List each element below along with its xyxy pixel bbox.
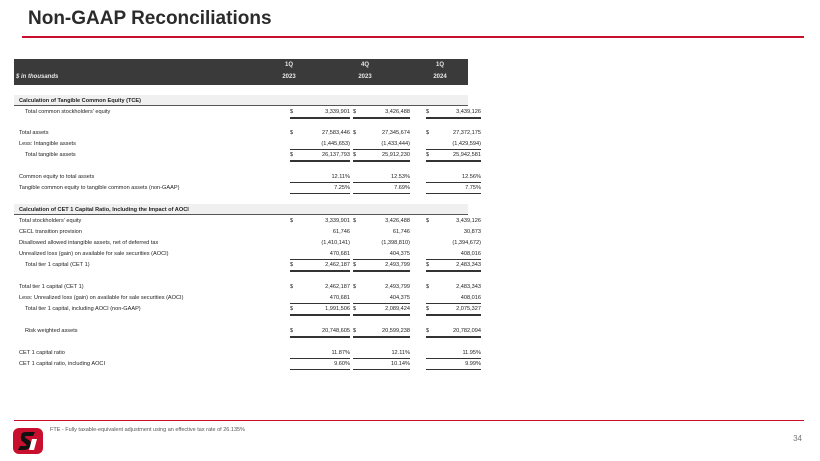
- value-cell: 7.25%: [290, 183, 350, 194]
- table-row: [14, 282, 481, 292]
- value-cell: $ 27,345,674: [353, 130, 410, 136]
- row-label: Risk weighted assets: [25, 328, 78, 334]
- value-cell: 7.69%: [353, 183, 410, 194]
- table-row: [14, 238, 481, 248]
- value-cell: $ 2,493,799: [353, 260, 410, 272]
- table-row: [14, 260, 481, 270]
- value-cell: $ 27,372,175: [426, 130, 481, 136]
- value-cell: 9.60%: [290, 359, 350, 370]
- table-row: [14, 216, 481, 226]
- value-cell: 470,681: [290, 293, 350, 304]
- row-label: Unrealized loss (gain) on available for sale securities (AOCI): [19, 251, 169, 257]
- column-quarter-3: 1Q: [435, 62, 444, 68]
- value-cell: $ 20,748,605: [290, 326, 350, 338]
- row-label: CET 1 capital ratio, including AOCI: [19, 361, 106, 367]
- row-label: CET 1 capital ratio: [19, 350, 65, 356]
- section-divider: [14, 214, 468, 215]
- value-cell: 11.95%: [426, 348, 481, 359]
- value-cell: 408,016: [426, 293, 481, 304]
- value-cell: 404,375: [353, 293, 410, 304]
- table-row: [14, 348, 481, 358]
- company-logo-icon: [13, 428, 43, 454]
- value-cell: 11.87%: [290, 348, 350, 359]
- value-cell: (1,394,672): [452, 240, 481, 246]
- value-cell: 61,746: [392, 229, 410, 235]
- row-label: Total common stockholders' equity: [25, 109, 111, 115]
- value-cell: $ 3,426,488: [353, 107, 410, 119]
- row-label: Total tangible assets: [25, 152, 76, 158]
- footnote: FTE - Fully taxable-equivalent adjustment using an effective tax rate of 26.135%: [50, 427, 245, 433]
- page-number: 34: [793, 434, 802, 443]
- value-cell: $ 20,782,094: [426, 326, 481, 338]
- table-row: [14, 150, 481, 160]
- value-cell: $ 2,483,343: [426, 284, 481, 290]
- value-cell: 12.53%: [353, 172, 410, 183]
- value-cell: $ 2,462,187: [290, 260, 350, 272]
- value-cell: $ 25,912,230: [353, 150, 410, 162]
- value-cell: $ 3,439,126: [426, 107, 481, 119]
- title-divider: [22, 36, 804, 38]
- value-cell: 12.11%: [353, 348, 410, 359]
- section-divider: [14, 105, 468, 106]
- units-label: $ in thousands: [16, 74, 59, 80]
- column-year-2: 2023: [358, 74, 372, 80]
- table-row: [14, 107, 481, 117]
- row-label: Total assets: [19, 130, 49, 136]
- value-cell: (1,429,594): [426, 139, 481, 150]
- table-row: [14, 293, 481, 303]
- value-cell: $ 1,991,506: [290, 304, 350, 316]
- table-row: [14, 359, 481, 369]
- section-heading-text: Calculation of Tangible Common Equity (TCE): [19, 98, 142, 104]
- row-label: Disallowed allowed intangible assets, net of deferred tax: [19, 240, 159, 246]
- value-cell: $ 3,426,488: [353, 218, 410, 224]
- value-cell: 10.14%: [353, 359, 410, 370]
- value-cell: $ 27,583,446: [290, 130, 350, 136]
- table-row: [14, 326, 481, 336]
- value-cell: (1,410,141): [321, 240, 350, 246]
- table-row: [14, 249, 481, 259]
- column-quarter-2: 4Q: [360, 62, 369, 68]
- value-cell: $ 20,599,238: [353, 326, 410, 338]
- value-cell: 61,746: [332, 229, 350, 235]
- value-cell: $ 2,089,424: [353, 304, 410, 316]
- value-cell: 404,375: [353, 249, 410, 260]
- page-title: Non-GAAP Reconciliations: [28, 8, 272, 29]
- table-header-band: [14, 59, 468, 85]
- value-cell: (1,445,653): [290, 139, 350, 150]
- value-cell: 9.99%: [426, 359, 481, 370]
- column-year-1: 2023: [282, 74, 296, 80]
- value-cell: 7.75%: [426, 183, 481, 194]
- value-cell: 30,873: [463, 229, 481, 235]
- row-label: Total stockholders' equity: [19, 218, 82, 224]
- footer-divider: [14, 420, 804, 421]
- row-label: Total tier 1 capital, including AOCI (non-GAAP): [25, 306, 141, 312]
- value-cell: $ 25,942,581: [426, 150, 481, 162]
- table-row: [14, 227, 481, 237]
- table-row: [14, 139, 481, 149]
- value-cell: (1,398,810): [381, 240, 410, 246]
- value-cell: 12.56%: [426, 172, 481, 183]
- row-label: Common equity to total assets: [19, 174, 95, 180]
- value-cell: 470,681: [290, 249, 350, 260]
- row-label: Less: Intangible assets: [19, 141, 76, 147]
- table-row: [14, 183, 481, 193]
- value-cell: $ 2,462,187: [290, 284, 350, 290]
- value-cell: $ 2,483,343: [426, 260, 481, 272]
- table-row: [14, 304, 481, 314]
- column-year-3: 2024: [433, 74, 447, 80]
- row-label: CECL transition provision: [19, 229, 82, 235]
- value-cell: $ 2,493,799: [353, 284, 410, 290]
- value-cell: $ 3,339,901: [290, 218, 350, 224]
- value-cell: $ 3,339,901: [290, 107, 350, 119]
- value-cell: 12.11%: [290, 172, 350, 183]
- row-label: Less: Unrealized loss (gain) on available for sale securities (AOCI): [19, 295, 184, 301]
- value-cell: 408,016: [426, 249, 481, 260]
- section-heading-text: Calculation of CET 1 Capital Ratio, Including the Impact of AOCI: [19, 207, 189, 213]
- value-cell: $ 26,137,793: [290, 150, 350, 162]
- value-cell: $ 3,439,126: [426, 218, 481, 224]
- table-row: [14, 128, 481, 138]
- value-cell: (1,433,444): [353, 139, 410, 150]
- row-label: Total tier 1 capital (CET 1): [25, 262, 90, 268]
- table-row: [14, 172, 481, 182]
- value-cell: $ 2,075,327: [426, 304, 481, 316]
- row-label: Tangible common equity to tangible common assets (non-GAAP): [19, 185, 180, 191]
- row-label: Total tier 1 capital (CET 1): [19, 284, 84, 290]
- column-quarter-1: 1Q: [284, 62, 293, 68]
